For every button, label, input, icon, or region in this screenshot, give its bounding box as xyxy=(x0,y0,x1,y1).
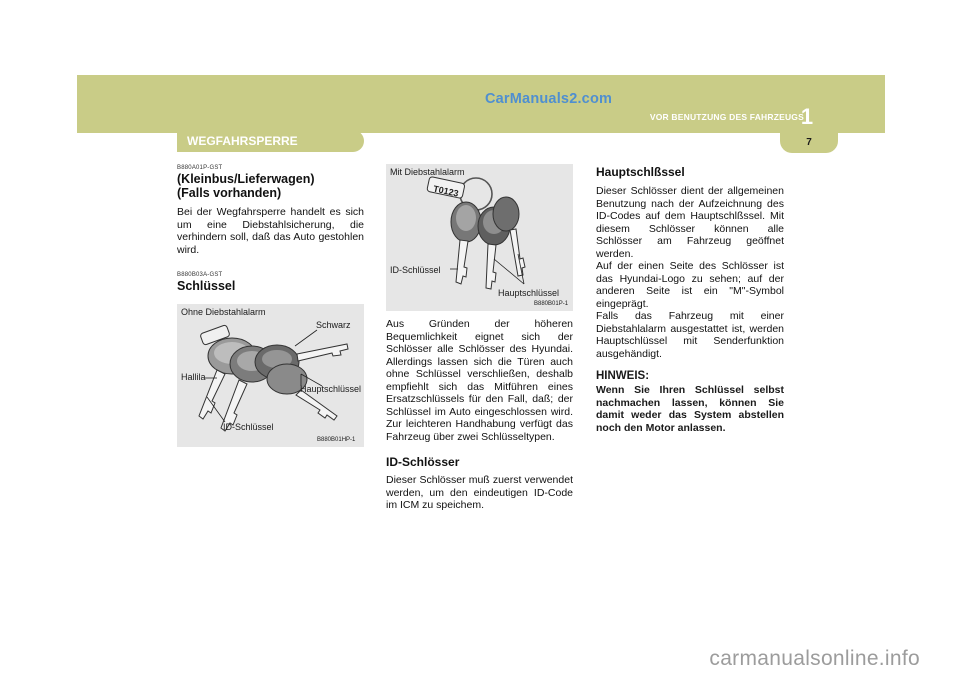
left-column xyxy=(177,165,364,299)
label-id-key: ID-Schlüssel xyxy=(390,265,441,275)
figure-title: Mit Diebstahlalarm xyxy=(390,167,465,177)
figure-code: B880B01P-1 xyxy=(534,301,569,307)
heading-line: (Falls vorhanden) xyxy=(177,186,282,200)
tag-text: T0123 xyxy=(432,183,460,199)
label-id-key: ID-Schlüssel xyxy=(223,422,274,432)
main-key-text: Dieser Schlösser dient der allgemeinen Benutzung nach der Aufzeichnung des ID-Codes auf dem Hauptschlßssel. Mit diesem Schlösser können alle Schlösser am Fahrzeug geöffnet werden. Auf der einen Seite des Schlösser ist das Hyundai-Logo zu sehen; auf der anderen Seite ist ein "M"-Symbol eingeprägt. Falls das Fahrzeug mit einer Diebstahlalarm ausgestattet ist, werden Hauptschlüssel mit Senderfunktion ausgehändigt. xyxy=(596,185,784,360)
section-heading xyxy=(177,172,364,200)
section-title-tab: WEGFAHRSPERRE xyxy=(177,130,364,152)
keys-figure-with-alarm xyxy=(386,164,573,311)
chapter-number: 1 xyxy=(800,104,814,129)
section-text: Bei der Wegfahrsperre handelt es sich um eine Diebstahlsicherung, die verhindern soll, daß das Auto gestohlen wird. xyxy=(177,206,364,256)
section-heading: Schlüssel xyxy=(177,279,236,293)
keys-figure-without-alarm xyxy=(177,304,364,447)
id-keys-heading: ID-Schlösser xyxy=(386,455,460,469)
figure-title: Ohne Diebstahlalarm xyxy=(181,307,266,317)
label-main-key: Hauptschlüssel xyxy=(300,384,362,394)
page-number: 7 xyxy=(780,133,838,153)
section-label: VOR BENUTZUNG DES FAHRZEUGS xyxy=(649,112,804,122)
label-black-key: Schwarz xyxy=(316,320,351,330)
watermark: carmanualsonline.info xyxy=(709,647,920,670)
label-main-key: Hauptschlüssel xyxy=(498,288,560,298)
main-key-heading: Hauptschlßssel xyxy=(596,165,685,179)
section-code: B880B03A-GST xyxy=(177,272,223,278)
label-hallila-key: Hallila xyxy=(181,372,206,382)
heading-line: (Kleinbus/Lieferwagen) xyxy=(177,172,315,186)
right-column xyxy=(596,165,784,434)
figure-code: B880B01HP-1 xyxy=(317,437,356,443)
id-keys-text: Dieser Schlösser muß zuerst verwendet werden, um den eindeutigen ID-Code im ICM zu speichem. xyxy=(386,474,573,511)
warning-text: Wenn Sie Ihren Schlüssel selbst nachmachen lassen, können Sie damit weder das System abstellen noch den Motor anlassen. xyxy=(596,384,784,434)
middle-paragraph: Aus Gründen der höheren Bequemlichkeit eignet sich der Schlösser alle Schlösser des Hyundai. Allerdings lassen sich die Türen auch ohne Schlüssel verschließen, deshalb empfiehlt sich das Mitführen eines Ersatzschlüssels für den Fall, daß; der Schlüssel im Auto eingeschlossen wird. Zur leichteren Handhabung verfügt das Fahrzeug über zwei Schlüsseltypen. xyxy=(386,318,573,443)
site-logo[interactable]: CarManuals2.com xyxy=(485,91,613,107)
key-id xyxy=(451,202,481,284)
middle-column xyxy=(386,318,573,512)
header-band xyxy=(77,75,885,133)
warning-title: HINWEIS: xyxy=(596,370,650,382)
section-code: B880A01P-GST xyxy=(177,165,223,171)
